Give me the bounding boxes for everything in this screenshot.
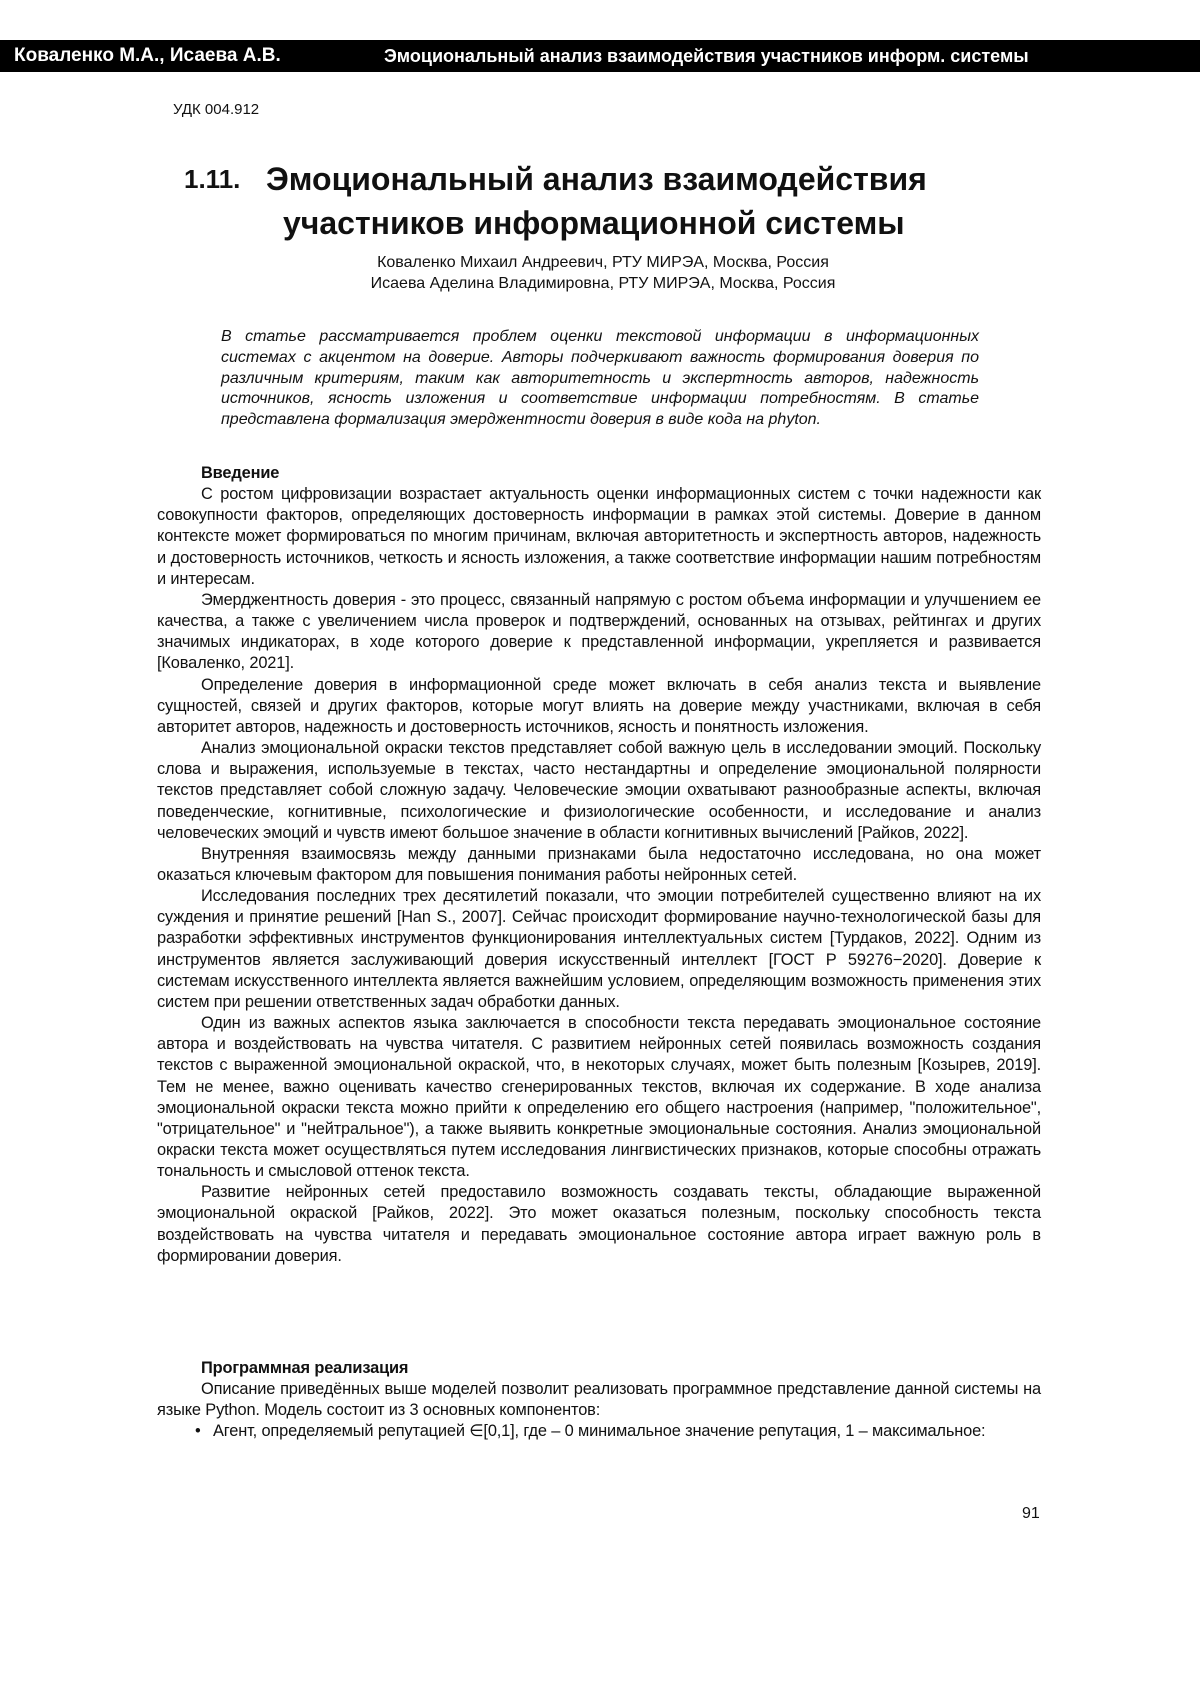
page-number: 91 (1022, 1505, 1040, 1523)
section-heading: Введение (201, 463, 1041, 484)
bullet-icon: • (195, 1421, 201, 1442)
paragraph: С ростом цифровизации возрастает актуальность оценки информационных систем с точки надежности как совокупности факторов, определяющих достоверность информации в рамках этой системы. Доверие в данном контексте может формироваться по многим причинам, включая авторитетность и экспертность авторов, надежность и достоверность источников, четкость и ясность изложения, а также соответствие информации нашим потребностям и интересам. (157, 484, 1041, 590)
bullet-item (157, 1421, 1041, 1442)
section-introduction (157, 463, 1041, 1267)
bullet-text: Агент, определяемый репутацией ∈[0,1], где – 0 минимальное значение репутация, 1 – максимальное: (201, 1421, 1041, 1442)
author-list (300, 252, 906, 294)
header-running-title: Эмоциональный анализ взаимодействия участников информ. системы (384, 40, 1029, 72)
paragraph: Внутренняя взаимосвязь между данными признаками была недостаточно исследована, но она может оказаться ключевым фактором для повышения понимания работы нейронных сетей. (157, 844, 1041, 886)
abstract: В статье рассматривается проблем оценки текстовой информации в информационных системах с акцентом на доверие. Авторы подчеркивают важность формирования доверия по различным критериям, таким как авторитетность и экспертность авторов, надежность источников, ясность изложения и соответствие информации потребностям. В статье представлена формализация эмерджентности доверия в виде кода на phyton. (221, 327, 979, 431)
section-implementation (157, 1358, 1041, 1443)
paragraph: Один из важных аспектов языка заключается в способности текста передавать эмоциональное состояние автора и воздействовать на чувства читателя. С развитием нейронных сетей появилась возможность создания текстов с выраженной эмоциональной окраской, что, в некоторых случаях, может быть полезным [Козырев, 2019]. Тем не менее, важно оценивать качество сгенерированных текстов, включая их содержание. В ходе анализа эмоциональной окраски текста можно прийти к определению его общего настроения (например, "положительное", "отрицательное" и "нейтральное"), а также выявить конкретные эмоциональные состояния. Анализ эмоциональной окраски текста может осуществляться путем исследования лингвистических признаков, которые способны отражать тональность и смысловой оттенок текста. (157, 1013, 1041, 1182)
author-2: Исаева Аделина Владимировна, РТУ МИРЭА, Москва, Россия (300, 273, 906, 294)
running-header (0, 40, 1200, 72)
section-number: 1.11. (184, 157, 240, 201)
section-heading: Программная реализация (201, 1358, 1041, 1379)
title-line-2: участников информационной системы (283, 201, 905, 245)
paragraph: Исследования последних трех десятилетий показали, что эмоции потребителей существенно влияют на их суждения и принятие решений [Han S., 2007]. Сейчас происходит формирование научно-технологической базы для разработки эффективных инструментов функционирования интеллектуальных систем [Турдаков, 2022]. Одним из инструментов является заслуживающий доверия искусственный интеллект [ГОСТ Р 59276−2020]. Доверие к системам искусственного интеллекта является важнейшим условием, определяющим возможность применения этих систем при решении ответственных задач обработки данных. (157, 886, 1041, 1013)
paragraph: Определение доверия в информационной среде может включать в себя анализ текста и выявление сущностей, связей и других факторов, которые могут влиять на доверие между участниками, включая в себя авторитет авторов, надежность и достоверность источников, ясность и понятность изложения. (157, 675, 1041, 738)
header-authors: Коваленко М.А., Исаева А.В. (14, 40, 281, 72)
udk-code: УДК 004.912 (173, 101, 259, 118)
paragraph: Описание приведённых выше моделей позволит реализовать программное представление данной системы на языке Python. Модель состоит из 3 основных компонентов: (157, 1379, 1041, 1421)
paragraph: Анализ эмоциональной окраски текстов представляет собой важную цель в исследовании эмоций. Поскольку слова и выражения, используемые в текстах, часто нестандартны и определение эмоциональной полярности текстов представляет собой сложную задачу. Человеческие эмоции охватывают разнообразные аспекты, включая поведенческие, когнитивные, психологические и физиологические особенности, и исследование и анализ человеческих эмоций и чувств имеют большое значение в области когнитивных вычислений [Райков, 2022]. (157, 738, 1041, 844)
paragraph: Эмерджентность доверия - это процесс, связанный напрямую с ростом объема информации и улучшением ее качества, а также с увеличением числа проверок и подтверждений, основанных на отзывах, рейтингах и других значимых индикаторах, в ходе которого доверие к представленной информации, укрепляется и развивается [Коваленко, 2021]. (157, 590, 1041, 675)
author-1: Коваленко Михаил Андреевич, РТУ МИРЭА, Москва, Россия (300, 252, 906, 273)
paragraph: Развитие нейронных сетей предоставило возможность создавать тексты, обладающие выраженной эмоциональной окраской [Райков, 2022]. Это может оказаться полезным, поскольку способность текста воздействовать на чувства читателя и передавать эмоциональное состояние автора играет важную роль в формировании доверия. (157, 1182, 1041, 1267)
title-line-1: Эмоциональный анализ взаимодействия (266, 157, 927, 201)
